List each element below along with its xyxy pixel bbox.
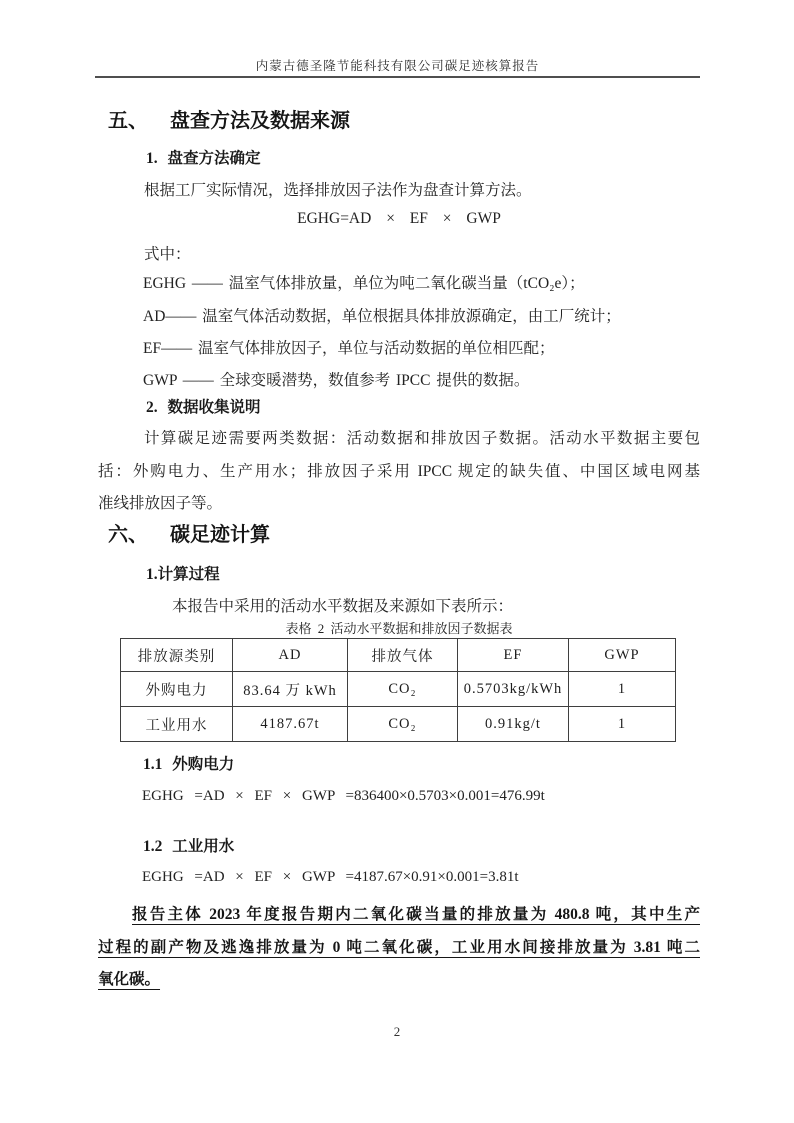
- table-cell: 1: [569, 672, 676, 707]
- section-6-title: 碳足迹计算: [170, 524, 270, 546]
- subsection-data-collection-heading: 2. 数据收集说明: [146, 399, 261, 416]
- formula-where-label: 式中：: [144, 246, 191, 263]
- table-caption: 表格 2 活动水平数据和排放因子数据表: [285, 621, 513, 636]
- water-heading: 1.2 工业用水: [143, 838, 235, 855]
- table-cell: CO₂: [348, 672, 458, 707]
- table-row: [121, 707, 676, 742]
- table-cell: 1: [569, 707, 676, 742]
- section-6-heading: [108, 518, 270, 547]
- process-heading: 1.计算过程: [146, 566, 220, 583]
- activity-data-table: [120, 638, 676, 742]
- table-intro-paragraph: 本报告中采用的活动水平数据及来源如下表所示：: [172, 598, 514, 615]
- data-collection-line: 计算碳足迹需要两类数据：活动数据和排放因子数据。活动水平数据主要包: [144, 430, 700, 447]
- electricity-formula: EGHG =AD × EF × GWP =836400×0.5703×0.001=476.99t: [142, 788, 545, 804]
- table-cell: 4187.67t: [233, 707, 348, 742]
- method-intro-paragraph: 根据工厂实际情况，选择排放因子法作为盘查计算方法。: [144, 182, 532, 199]
- table-cell: CO₂: [348, 707, 458, 742]
- table-cell: 外购电力: [121, 672, 233, 707]
- definition-line-gwp: GWP —— 全球变暖潜势，数值参考 IPCC 提供的数据。: [143, 372, 530, 389]
- table-header-cell: 排放气体: [348, 639, 458, 672]
- table-header-cell: EF: [458, 639, 569, 672]
- electricity-heading: 1.1 外购电力: [143, 756, 235, 773]
- conclusion-line: 氧化碳。: [98, 971, 161, 988]
- conclusion-line: 报告主体 2023 年度报告期内二氧化碳当量的排放量为 480.8 吨，其中生产: [132, 906, 700, 923]
- document-header-title: 内蒙古德圣隆节能科技有限公司碳足迹核算报告: [255, 59, 540, 73]
- conclusion-line: 过程的副产物及逃逸排放量为 0 吨二氧化碳，工业用水间接排放量为 3.81 吨二: [98, 939, 700, 956]
- definition-line-ef: EF—— 温室气体排放因子，单位与活动数据的单位相匹配；: [143, 340, 555, 357]
- section-5-title: 盘查方法及数据来源: [170, 110, 350, 132]
- data-collection-line: 准线排放因子等。: [98, 495, 223, 512]
- definition-line-ad: AD—— 温室气体活动数据，单位根据具体排放源确定，由工厂统计；: [143, 308, 621, 325]
- table-cell: 0.91kg/t: [458, 707, 569, 742]
- section-6-number: 六、: [108, 524, 148, 546]
- table-header-cell: GWP: [569, 639, 676, 672]
- table-cell: 0.5703kg/kWh: [458, 672, 569, 707]
- table-header-cell: 排放源类别: [121, 639, 233, 672]
- table-header-cell: AD: [233, 639, 348, 672]
- page-number: 2: [393, 1024, 401, 1039]
- table-row: [121, 672, 676, 707]
- table-header-row: [121, 639, 676, 672]
- table-cell: 工业用水: [121, 707, 233, 742]
- data-collection-line: 括：外购电力、生产用水；排放因子采用 IPCC 规定的缺失值、中国区域电网基: [98, 463, 700, 480]
- water-formula: EGHG =AD × EF × GWP =4187.67×0.91×0.001=3.81t: [142, 869, 519, 885]
- section-5-number: 五、: [108, 110, 148, 132]
- section-5-heading: [108, 104, 350, 133]
- definition-line-eghg: EGHG —— 温室气体排放量，单位为吨二氧化碳当量（tCO₂e）；: [143, 275, 585, 292]
- subsection-method-heading: 1. 盘查方法确定: [146, 150, 261, 167]
- header-divider: [95, 76, 700, 78]
- ghg-main-formula: EGHG=AD × EF × GWP: [297, 210, 501, 227]
- table-cell: 83.64 万 kWh: [233, 672, 348, 707]
